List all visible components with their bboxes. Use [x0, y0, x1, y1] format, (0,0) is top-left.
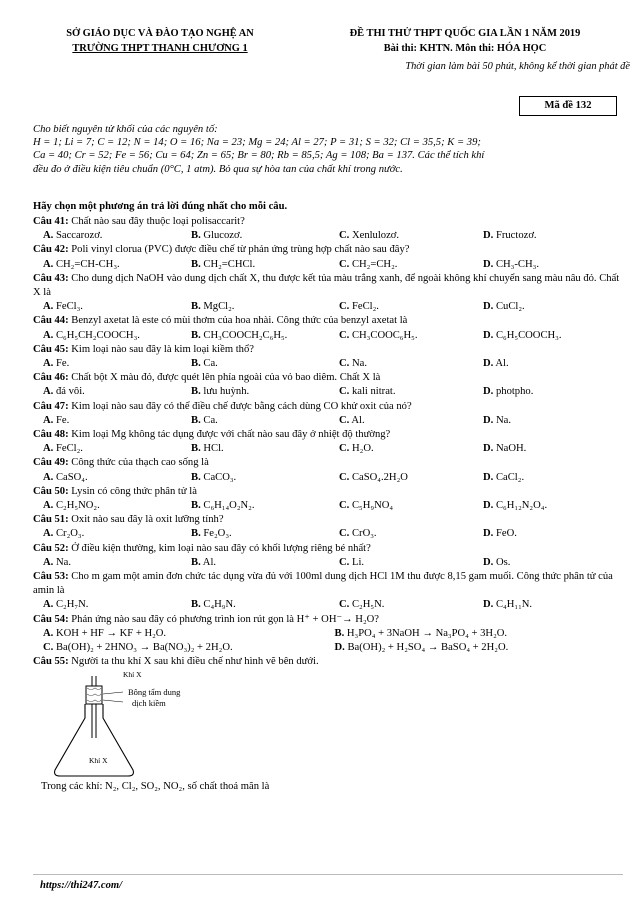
- option-letter: B.: [191, 258, 201, 270]
- option-letter: B.: [334, 627, 345, 639]
- question-text: [33, 613, 623, 627]
- school-name: TRƯỜNG THPT THANH CHƯƠNG 1: [72, 43, 248, 54]
- question-block: [33, 428, 623, 456]
- question-number: Câu 44:: [33, 315, 69, 327]
- option-a[interactable]: [33, 258, 191, 272]
- option-text: C₂H₇N.: [55, 599, 89, 611]
- option-text: Li.: [351, 556, 365, 568]
- question-block: [33, 343, 623, 371]
- option-c[interactable]: [339, 442, 483, 456]
- atoms-line: Ca = 40; Cr = 52; Fe = 56; Cu = 64; Zn = 65; Br = 80; Rb = 85,5; Ag = 108; Ba = 137. Các thể tích khí: [33, 150, 485, 162]
- option-letter: A.: [43, 258, 54, 270]
- option-text: CH₃COOC₆H₅.: [351, 329, 418, 341]
- question-text: [33, 272, 623, 300]
- option-text: C₆H₅CH₂COOCH₃.: [55, 329, 140, 341]
- option-b[interactable]: [191, 414, 339, 428]
- options-row: [33, 357, 623, 371]
- option-a[interactable]: [33, 442, 191, 456]
- exam-subject: Bài thi: KHTN. Môn thi: HÓA HỌC: [383, 43, 547, 54]
- options-row: [33, 641, 623, 655]
- option-a[interactable]: [33, 357, 191, 371]
- option-b[interactable]: [191, 385, 339, 399]
- question-stem: Người ta thu khí X sau khi điều chế như hình vẽ bên dưới.: [68, 656, 319, 668]
- exam-title: ĐỀ THI THỬ THPT QUỐC GIA LẦN 1 NĂM 2019: [349, 28, 581, 39]
- question-text: [33, 513, 623, 527]
- option-text: Saccarozơ.: [55, 230, 103, 242]
- gas-out-label: Khí X: [123, 669, 142, 679]
- question-text: [33, 542, 623, 556]
- question-text: [33, 215, 623, 229]
- question-block: [33, 371, 623, 399]
- option-letter: D.: [483, 528, 494, 540]
- question-number: Câu 51:: [33, 514, 69, 526]
- option-letter: B.: [191, 414, 201, 426]
- option-text: Na.: [55, 556, 71, 568]
- question-text: [33, 343, 623, 357]
- option-text: FeCl₂.: [55, 443, 83, 455]
- option-text: Ca.: [203, 358, 218, 370]
- atomic-masses: [33, 123, 623, 176]
- question-text: [33, 243, 623, 257]
- question-54: [33, 613, 623, 656]
- option-a[interactable]: [33, 527, 191, 541]
- option-letter: C.: [339, 500, 350, 512]
- option-b[interactable]: [191, 556, 339, 570]
- question-stem: Công thức của thạch cao sống là: [68, 457, 209, 469]
- option-c[interactable]: [339, 414, 483, 428]
- question-text: [33, 485, 623, 499]
- option-c[interactable]: [339, 385, 483, 399]
- option-b[interactable]: [191, 300, 339, 314]
- question-stem: Kim loại nào sau đây là kim loại kiềm thổ?: [68, 343, 254, 355]
- options-row: [33, 556, 623, 570]
- question-stem: Kim loại nào sau đây có thể điều chế được bằng cách dùng CO khử oxit của nó?: [68, 400, 412, 412]
- options-row: [33, 442, 623, 456]
- option-text: Fe.: [55, 358, 70, 370]
- option-text: H₃PO₄ + 3NaOH → Na₃PO₄ + 3H₂O.: [346, 627, 508, 639]
- option-b[interactable]: [191, 598, 339, 612]
- options-row: [33, 300, 623, 314]
- option-a[interactable]: [33, 414, 191, 428]
- option-c[interactable]: [339, 556, 483, 570]
- question-stem: Cho m gam một amin đơn chức tác dụng vừa đủ với 100ml dung dịch HCl 1M thu được 8,15 gam muối. Công thức phân tử của amin là: [33, 571, 613, 597]
- option-letter: B.: [191, 230, 201, 242]
- option-letter: B.: [191, 528, 201, 540]
- option-letter: C.: [339, 301, 350, 313]
- footer-url[interactable]: https://thi247.com/: [40, 880, 123, 891]
- option-letter: D.: [483, 230, 494, 242]
- option-d[interactable]: [483, 598, 623, 612]
- option-text: CH₂=CH-CH₃.: [55, 258, 120, 270]
- option-text: C₂H₅NO₂.: [55, 500, 100, 512]
- cotton-label-2: dịch kiềm: [132, 697, 166, 708]
- option-letter: B.: [191, 329, 201, 341]
- option-c[interactable]: [339, 329, 483, 343]
- option-text: Al.: [351, 414, 365, 426]
- question-text: [33, 428, 623, 442]
- option-text: C₆H₁₄O₂N₂.: [203, 500, 255, 512]
- option-text: C₆H₁₂N₂O₄.: [495, 500, 548, 512]
- option-letter: D.: [483, 471, 494, 483]
- question-number: Câu 43:: [33, 272, 69, 284]
- cotton-label: Bông tẩm dung: [128, 686, 181, 697]
- option-text: CaSO₄.2H₂O: [351, 471, 408, 483]
- option-letter: A.: [43, 528, 54, 540]
- option-c[interactable]: [339, 300, 483, 314]
- option-letter: A.: [43, 414, 54, 426]
- option-text: CaCO₃.: [203, 471, 237, 483]
- atoms-line: Cho biết nguyên tử khối của các nguyên tố:: [33, 124, 218, 135]
- option-letter: D.: [483, 358, 494, 370]
- option-c[interactable]: [339, 471, 483, 485]
- option-text: CH₃-CH₃.: [495, 258, 539, 270]
- question-text: [33, 371, 623, 385]
- option-letter: A.: [43, 329, 54, 341]
- option-c[interactable]: [339, 229, 483, 243]
- question-stem: Cho dung dịch NaOH vào dung dịch chất X, thu được kết tủa màu trắng xanh, để ngoài không khí chuyển sang màu nâu đỏ. Chất X là: [33, 272, 620, 299]
- option-letter: B.: [191, 443, 201, 455]
- option-letter: C.: [339, 329, 350, 341]
- exam-time: Thời gian làm bài 50 phút, không kể thời gian phát đề: [405, 61, 630, 72]
- option-text: Al.: [202, 556, 217, 568]
- question-stem: Lysin có công thức phân tử là: [68, 485, 197, 497]
- option-letter: C.: [339, 414, 350, 426]
- option-letter: C.: [339, 599, 350, 611]
- option-letter: C.: [339, 358, 350, 370]
- option-letter: A.: [43, 301, 54, 313]
- option-letter: D.: [483, 329, 494, 341]
- footer-divider: [33, 874, 623, 875]
- question-text: [33, 655, 623, 669]
- option-text: CrO₃.: [351, 528, 377, 540]
- option-b[interactable]: [191, 329, 339, 343]
- option-b[interactable]: [191, 471, 339, 485]
- option-d[interactable]: [483, 556, 623, 570]
- option-d[interactable]: [483, 229, 623, 243]
- option-text: C₄H₉N.: [203, 599, 236, 611]
- option-letter: C.: [339, 230, 350, 242]
- option-d[interactable]: [335, 641, 624, 655]
- options-row: [33, 414, 623, 428]
- option-letter: A.: [43, 500, 54, 512]
- option-text: CH₂=CHCl.: [203, 258, 256, 270]
- option-c[interactable]: [339, 598, 483, 612]
- option-a[interactable]: [33, 471, 191, 485]
- option-a[interactable]: [33, 598, 191, 612]
- question-55: [33, 655, 623, 793]
- option-text: CaSO₄.: [55, 471, 88, 483]
- question-stem: Kim loại Mg không tác dụng được với chất nào sau đây ở nhiệt độ thường?: [68, 429, 391, 441]
- option-text: Fructozơ.: [495, 230, 537, 242]
- option-text: C₅H₉NO₄: [351, 500, 394, 512]
- option-text: NaOH.: [495, 443, 527, 455]
- instruction: Hãy chọn một phương án trả lời đúng nhất cho mỗi câu.: [33, 201, 288, 212]
- option-text: Ba(OH)₂ + H₂SO₄ → BaSO₄ + 2H₂O.: [347, 642, 509, 654]
- option-text: CuCl₂.: [495, 301, 525, 313]
- question-stem: Poli vinyl clorua (PVC) được điều chế từ phản ứng trùng hợp chất nào sau đây?: [68, 244, 410, 256]
- option-text: FeCl₂.: [351, 301, 379, 313]
- apparatus-figure: [33, 670, 623, 780]
- option-b[interactable]: [191, 258, 339, 272]
- option-b[interactable]: [335, 627, 624, 641]
- options-row: [33, 471, 623, 485]
- option-text: CaCl₂.: [495, 471, 525, 483]
- question-block: [33, 215, 623, 243]
- option-letter: A.: [43, 471, 54, 483]
- question-number: Câu 45:: [33, 343, 69, 355]
- option-letter: C.: [339, 443, 350, 455]
- question-number: Câu 50:: [33, 485, 69, 497]
- question-stem: Benzyl axetat là este có mùi thơm của hoa nhài. Công thức của benzyl axetat là: [68, 315, 408, 327]
- option-letter: A.: [43, 230, 54, 242]
- option-text: H₂O.: [351, 443, 374, 455]
- option-a[interactable]: [33, 300, 191, 314]
- option-letter: B.: [191, 386, 201, 398]
- option-text: Fe.: [55, 414, 70, 426]
- options-row: [33, 258, 623, 272]
- option-letter: C.: [339, 556, 350, 568]
- option-text: Cr₂O₃.: [55, 528, 85, 540]
- header-right: [300, 26, 630, 74]
- exam-code-box: Mã đề 132: [519, 96, 617, 116]
- option-letter: D.: [483, 414, 494, 426]
- question-number: Câu 47:: [33, 400, 69, 412]
- option-letter: D.: [483, 500, 494, 512]
- option-b[interactable]: [191, 442, 339, 456]
- option-letter: D.: [483, 599, 494, 611]
- question-number: Câu 53:: [33, 571, 69, 583]
- option-b[interactable]: [191, 527, 339, 541]
- option-text: C₂H₅N.: [351, 599, 385, 611]
- option-letter: A.: [43, 358, 54, 370]
- question-text: [33, 456, 623, 470]
- option-d[interactable]: [483, 414, 623, 428]
- question-number: Câu 48:: [33, 429, 69, 441]
- options-row: [33, 598, 623, 612]
- option-letter: C.: [339, 258, 350, 270]
- option-letter: D.: [334, 642, 345, 654]
- options-row: [33, 627, 623, 641]
- option-a[interactable]: [33, 385, 191, 399]
- option-a[interactable]: [33, 556, 191, 570]
- option-d[interactable]: [483, 357, 623, 371]
- option-text: C₄H₁₁N.: [495, 599, 533, 611]
- option-text: HCl.: [203, 443, 224, 455]
- option-c[interactable]: [339, 527, 483, 541]
- option-letter: A.: [43, 599, 54, 611]
- option-text: Xenlulozơ.: [351, 230, 400, 242]
- department-name: SỞ GIÁO DỤC VÀ ĐÀO TẠO NGHỆ AN: [66, 28, 254, 39]
- question-text: [33, 400, 623, 414]
- options-row: [33, 499, 623, 513]
- option-letter: A.: [43, 443, 54, 455]
- option-letter: D.: [483, 556, 494, 568]
- option-text: KOH + HF → KF + H₂O.: [55, 627, 167, 639]
- question-block: [33, 243, 623, 271]
- option-b[interactable]: [191, 499, 339, 513]
- option-c[interactable]: [339, 258, 483, 272]
- option-text: kali nitrat.: [351, 386, 396, 398]
- option-d[interactable]: [483, 527, 623, 541]
- question-number: Câu 41:: [33, 216, 69, 227]
- option-d[interactable]: [483, 300, 623, 314]
- option-letter: B.: [191, 358, 201, 370]
- question-list: [33, 200, 623, 794]
- atoms-line: đều đo ở điều kiện tiêu chuẩn (0°C, 1 atm). Bỏ qua sự hòa tan của chất khí trong nước.: [33, 163, 403, 175]
- option-letter: C.: [339, 386, 350, 398]
- option-letter: B.: [191, 500, 201, 512]
- option-text: FeCl₃.: [55, 301, 83, 313]
- question-tail: Trong các khí: N₂, Cl₂, SO₂, NO₂, số chất thoả mãn là: [41, 780, 270, 792]
- option-text: Os.: [495, 556, 511, 568]
- question-number: Câu 55:: [33, 656, 69, 668]
- option-text: photpho.: [495, 386, 534, 398]
- options-row: [33, 385, 623, 399]
- option-c[interactable]: [339, 499, 483, 513]
- option-letter: D.: [483, 386, 494, 398]
- question-block: [33, 400, 623, 428]
- question-block: [33, 485, 623, 513]
- question-stem: Phản ứng nào sau đây có phương trình ion rút gọn là H⁺ + OH⁻→ H₂O?: [68, 613, 379, 625]
- option-b[interactable]: [191, 229, 339, 243]
- option-letter: A.: [43, 556, 54, 568]
- question-stem: Chất nào sau đây thuộc loại polisaccarit?: [68, 216, 245, 227]
- question-stem: Oxit nào sau đây là oxit lưỡng tính?: [68, 514, 224, 526]
- option-b[interactable]: [191, 357, 339, 371]
- question-stem: Chất bột X màu đỏ, được quét lên phía ngoài của vỏ bao diêm. Chất X là: [68, 372, 381, 384]
- option-letter: C.: [339, 471, 350, 483]
- option-text: C₆H₅COOCH₃.: [495, 329, 562, 341]
- option-text: lưu huỳnh.: [203, 386, 250, 398]
- option-d[interactable]: [483, 258, 623, 272]
- option-letter: D.: [483, 301, 494, 313]
- question-text: [33, 314, 623, 328]
- option-text: MgCl₂.: [203, 301, 235, 313]
- question-block: [33, 314, 623, 342]
- option-letter: B.: [191, 599, 201, 611]
- option-d[interactable]: [483, 499, 623, 513]
- question-number: Câu 52:: [33, 542, 69, 554]
- option-text: CH₃COOCH₂C₆H₅.: [203, 329, 288, 341]
- question-number: Câu 46:: [33, 372, 69, 384]
- option-letter: B.: [191, 556, 201, 568]
- question-block: [33, 456, 623, 484]
- option-letter: C.: [339, 528, 350, 540]
- option-c[interactable]: [33, 641, 335, 655]
- option-d[interactable]: [483, 385, 623, 399]
- options-row: [33, 329, 623, 343]
- question-block: [33, 272, 623, 315]
- option-text: Fe₂O₃.: [203, 528, 232, 540]
- options-row: [33, 229, 623, 243]
- option-letter: C.: [43, 642, 54, 654]
- option-d[interactable]: [483, 442, 623, 456]
- option-text: Al.: [495, 358, 509, 370]
- option-letter: D.: [483, 258, 494, 270]
- option-letter: B.: [191, 301, 201, 313]
- option-text: Na.: [351, 358, 367, 370]
- option-text: FeO.: [495, 528, 517, 540]
- option-letter: B.: [191, 471, 201, 483]
- question-text: [33, 570, 623, 598]
- question-number: Câu 49:: [33, 457, 69, 469]
- option-letter: A.: [43, 627, 54, 639]
- question-number: Câu 54:: [33, 613, 69, 625]
- option-a[interactable]: [33, 627, 335, 641]
- option-text: Na.: [495, 414, 511, 426]
- option-text: Ca.: [203, 414, 218, 426]
- option-text: đá vôi.: [55, 386, 85, 398]
- option-a[interactable]: [33, 329, 191, 343]
- option-text: Ba(OH)₂ + 2HNO₃ → Ba(NO₃)₂ + 2H₂O.: [55, 642, 233, 654]
- question-number: Câu 42:: [33, 244, 69, 256]
- question-stem: Ở điều kiện thường, kim loại nào sau đây có khối lượng riêng bé nhất?: [68, 542, 371, 554]
- header-left: [40, 26, 280, 56]
- option-a[interactable]: [33, 499, 191, 513]
- option-text: CH₂=CH₂.: [351, 258, 398, 270]
- option-d[interactable]: [483, 471, 623, 485]
- option-d[interactable]: [483, 329, 623, 343]
- question-block: [33, 570, 623, 613]
- question-block: [33, 542, 623, 570]
- option-a[interactable]: [33, 229, 191, 243]
- atoms-line: H = 1; Li = 7; C = 12; N = 14; O = 16; Na = 23; Mg = 24; Al = 27; P = 31; S = 32; Cl = 35,5; K = 39;: [33, 137, 481, 149]
- option-c[interactable]: [339, 357, 483, 371]
- gas-in-label: Khí X: [89, 755, 108, 765]
- question-block: [33, 513, 623, 541]
- option-text: Glucozơ.: [203, 230, 243, 242]
- option-letter: A.: [43, 386, 54, 398]
- option-letter: D.: [483, 443, 494, 455]
- options-row: [33, 527, 623, 541]
- questions-container: [33, 215, 623, 613]
